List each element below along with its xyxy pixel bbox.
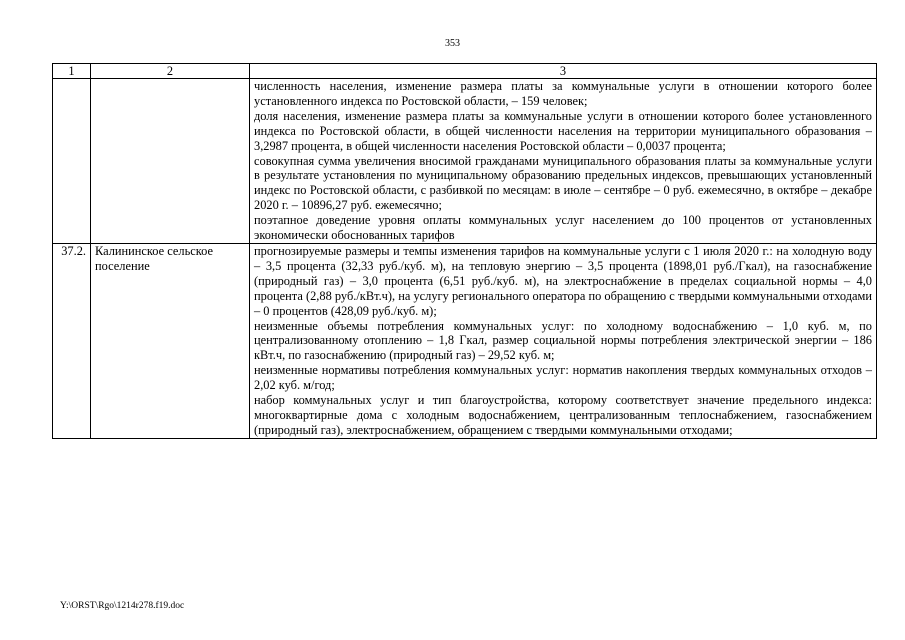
column-header: 3 xyxy=(250,64,877,79)
paragraph: совокупная сумма увеличения вносимой гражданами муниципального образования платы за коммунальные услуги в результате установления по муниципальному образованию предельных индексов, превышающих установленный индекс по Ростовской области, с разбивкой по месяцам: в июле – сентябре – 0 руб. ежемесячно, в октябре – декабре 2020 г. – 10896,27 руб. ежемесячно; xyxy=(254,153,872,213)
paragraph: набор коммунальных услуг и тип благоустройства, которому соответствует значение предельного индекса: многоквартирные дома с холодным водоснабжением, централизованным теплоснабжением, газоснабжением (природный газ), электроснабжением, обращением с твердыми коммунальными отходами; xyxy=(254,393,872,437)
paragraph: поэтапное доведение уровня оплаты коммунальных услуг населением до 100 процентов от установленных экономически обоснованных тарифов xyxy=(254,213,872,243)
table-row xyxy=(53,243,877,438)
row-content xyxy=(250,79,877,244)
row-name xyxy=(91,79,250,244)
row-number xyxy=(53,79,91,244)
paragraph: численность населения, изменение размера платы за коммунальные услуги в отношении которого более установленного индекса по Ростовской области, – 159 человек; xyxy=(254,79,872,108)
document-table xyxy=(52,63,877,439)
row-name: Калининское сельское поселение xyxy=(91,243,250,438)
table-row xyxy=(53,79,877,244)
paragraph: неизменные нормативы потребления коммунальных услуг: норматив накопления твердых коммунальных отходов – 2,02 куб. м/год; xyxy=(254,363,872,393)
row-content xyxy=(250,243,877,438)
paragraph: прогнозируемые размеры и темпы изменения тарифов на коммунальные услуги с 1 июля 2020 г.: на холодную воду – 3,5 процента (32,33 руб./куб. м), на тепловую энергию – 3,5 процента (1898,01 руб./Гкал), на газоснабжение (природный газ) – 3,0 процента (6,51 руб./куб. м), на электроснабжение в пределах социальной нормы – 4,0 процента (2,88 руб./кВт.ч), на услугу регионального оператора по обращению с твердыми коммунальными отходами – 0 процентов (428,09 руб./куб. м); xyxy=(254,243,872,318)
column-header: 2 xyxy=(91,64,250,79)
column-header: 1 xyxy=(53,64,91,79)
paragraph: доля населения, изменение размера платы за коммунальные услуги в отношении которого более установленного индекса по Ростовской области, в общей численности населения на территории муниципального образования – 3,2987 процента, в общей численности населения Ростовской области – 0,0037 процента; xyxy=(254,108,872,153)
table-header-row xyxy=(53,64,877,79)
page-number: 353 xyxy=(445,38,460,49)
row-number: 37.2. xyxy=(53,243,91,438)
paragraph: неизменные объемы потребления коммунальных услуг: по холодному водоснабжению – 1,0 куб. м, по централизованному отоплению – 1,8 Гкал, размер социальной нормы потребления электрической энергии – 186 кВт.ч, по газоснабжению (природный газ) – 29,52 куб. м; xyxy=(254,318,872,363)
footer-file-path: Y:\ORST\Rgo\1214r278.f19.doc xyxy=(60,601,185,611)
